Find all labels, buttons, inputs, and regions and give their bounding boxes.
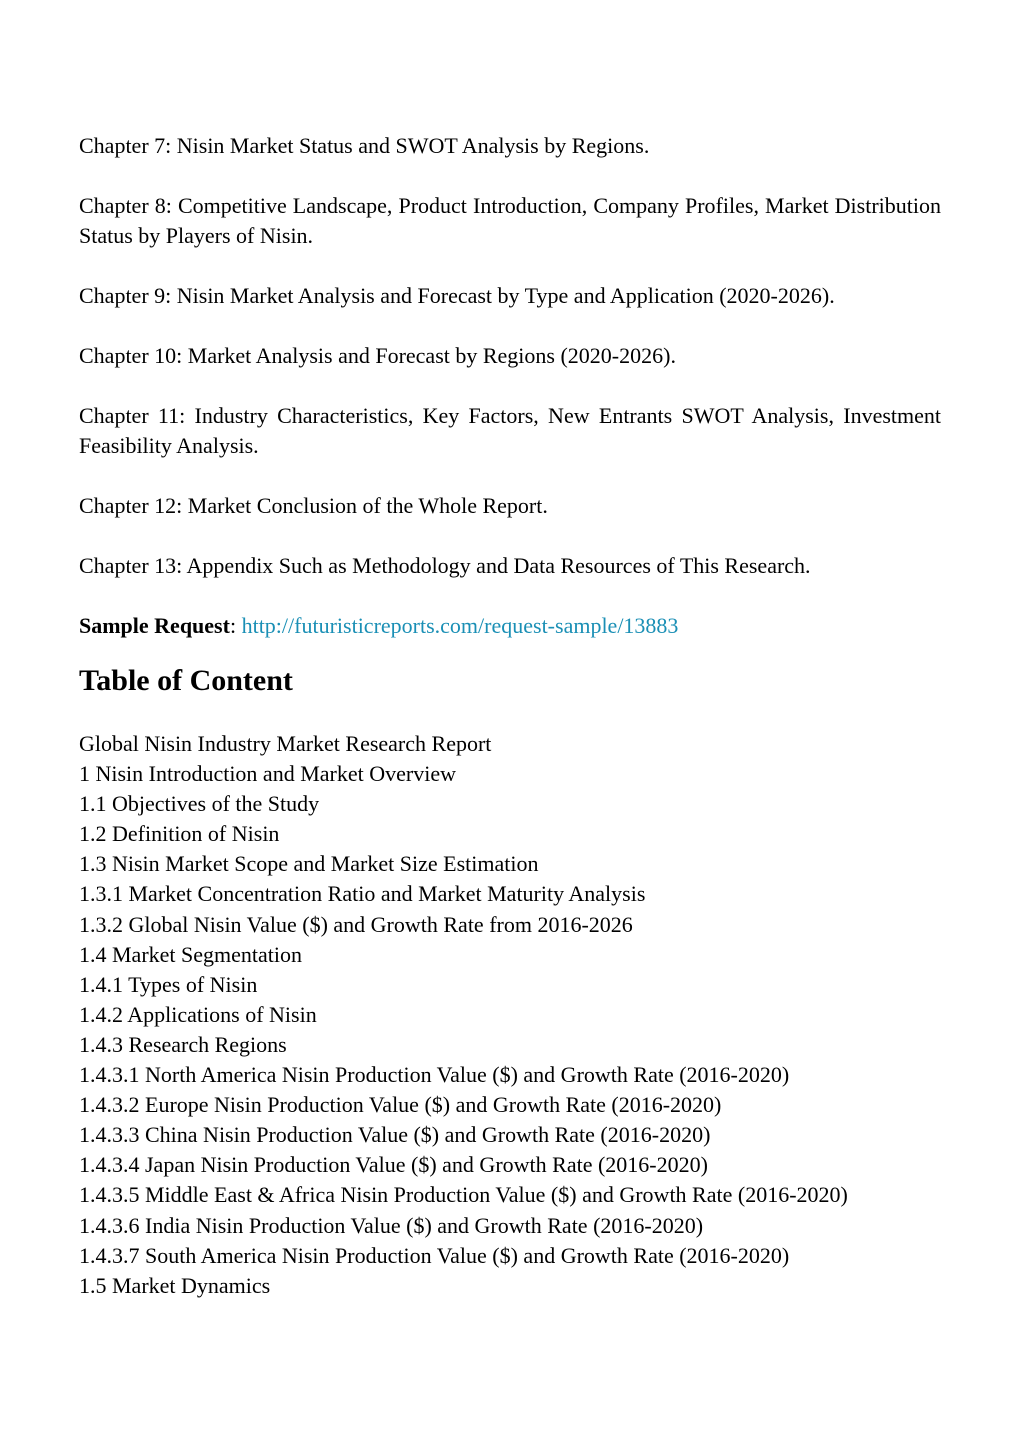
chapter-10-paragraph: Chapter 10: Market Analysis and Forecast by Regions (2020-2026). xyxy=(79,343,676,368)
chapter-11-paragraph: Chapter 11: Industry Characteristics, Key Factors, New Entrants SWOT Analysis, Investment Feasibility Analysis. xyxy=(79,403,941,458)
chapter-13-paragraph: Chapter 13: Appendix Such as Methodology and Data Resources of This Research. xyxy=(79,553,811,578)
toc-item: 1.4 Market Segmentation xyxy=(79,941,303,967)
chapter-9-paragraph: Chapter 9: Nisin Market Analysis and Forecast by Type and Application (2020-2026). xyxy=(79,283,835,308)
toc-item: 1.4.3.6 India Nisin Production Value ($) and Growth Rate (2016-2020) xyxy=(79,1212,704,1238)
toc-item: 1.4.3.5 Middle East & Africa Nisin Production Value ($) and Growth Rate (2016-2020) xyxy=(79,1182,848,1208)
toc-item: 1.1 Objectives of the Study xyxy=(79,791,320,817)
toc-heading: Table of Content xyxy=(79,664,293,697)
toc-item: 1.2 Definition of Nisin xyxy=(79,821,280,847)
toc-item: 1.4.3.4 Japan Nisin Production Value ($) and Growth Rate (2016-2020) xyxy=(79,1152,708,1178)
toc-list xyxy=(79,729,941,1301)
toc-item: 1.4.3.1 North America Nisin Production Value ($) and Growth Rate (2016-2020) xyxy=(79,1062,790,1088)
document-page xyxy=(79,131,941,1301)
sample-request-separator: : xyxy=(229,613,242,638)
toc-item: 1.5 Market Dynamics xyxy=(79,1272,271,1298)
toc-item: 1.4.3.3 China Nisin Production Value ($) and Growth Rate (2016-2020) xyxy=(79,1122,711,1148)
chapter-8-paragraph: Chapter 8: Competitive Landscape, Product Introduction, Company Profiles, Market Distribution Status by Players of Nisin. xyxy=(79,193,941,248)
toc-item: 1.4.3 Research Regions xyxy=(79,1031,287,1057)
toc-item: 1.3.2 Global Nisin Value ($) and Growth Rate from 2016-2026 xyxy=(79,911,633,937)
sample-request-link[interactable]: http://futuristicreports.com/request-sample/13883 xyxy=(241,613,679,638)
chapter-7-paragraph: Chapter 7: Nisin Market Status and SWOT Analysis by Regions. xyxy=(79,133,650,158)
chapter-12-paragraph: Chapter 12: Market Conclusion of the Whole Report. xyxy=(79,493,548,518)
toc-item: 1 Nisin Introduction and Market Overview xyxy=(79,761,456,787)
toc-item: 1.4.3.7 South America Nisin Production Value ($) and Growth Rate (2016-2020) xyxy=(79,1242,790,1268)
toc-item: Global Nisin Industry Market Research Report xyxy=(79,731,492,756)
toc-item: 1.3 Nisin Market Scope and Market Size Estimation xyxy=(79,851,539,877)
sample-request-label: Sample Request xyxy=(79,613,230,638)
sample-request-line xyxy=(79,611,941,641)
toc-item: 1.3.1 Market Concentration Ratio and Market Maturity Analysis xyxy=(79,881,646,907)
toc-item: 1.4.1 Types of Nisin xyxy=(79,971,258,997)
toc-item: 1.4.2 Applications of Nisin xyxy=(79,1001,317,1027)
toc-item: 1.4.3.2 Europe Nisin Production Value ($) and Growth Rate (2016-2020) xyxy=(79,1092,722,1118)
